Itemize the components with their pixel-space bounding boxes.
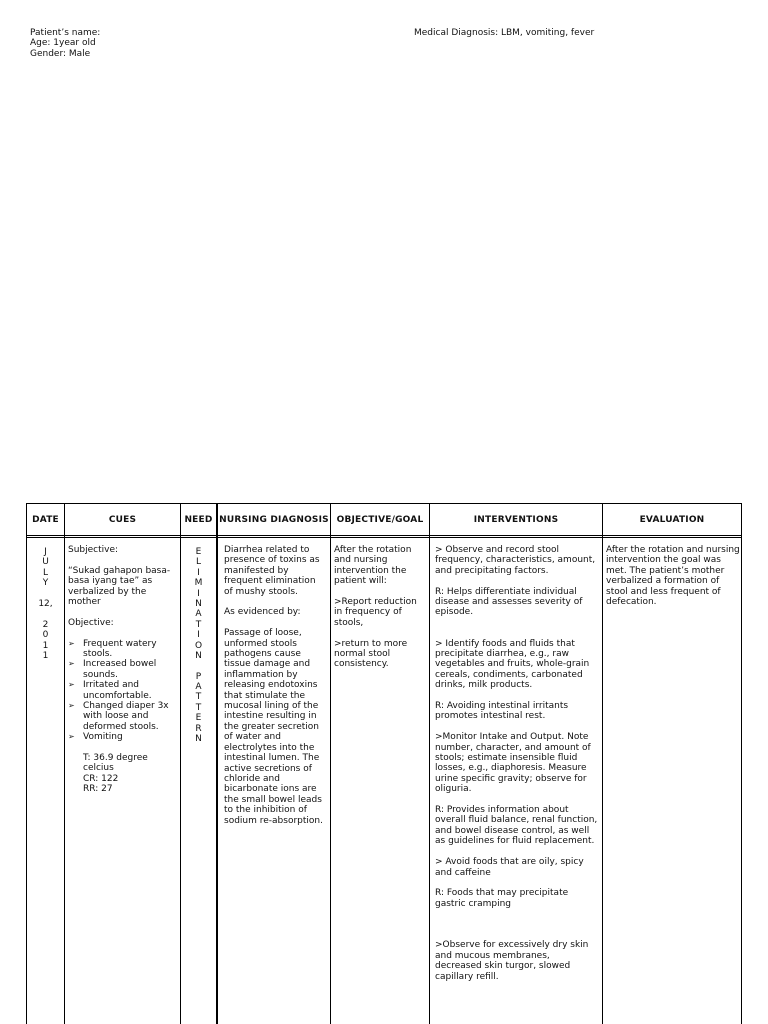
need-letter: N bbox=[195, 734, 202, 745]
list-item: ➢ Frequent watery stools. bbox=[68, 639, 176, 660]
list-item: ➢ Increased bowel sounds. bbox=[68, 659, 176, 680]
intervention: > Identify foods and fluids that precipitate diarrhea, e.g., raw vegetables and fruits, whole-grain cereals, condiments, carbonated drinks, milk products. bbox=[435, 638, 590, 691]
need-letter: T bbox=[195, 702, 202, 713]
list-item: ➢ Irritated and uncomfortable. bbox=[68, 680, 176, 701]
header-evaluation: EVALUATION bbox=[639, 514, 705, 525]
patient-name-label: Patient’s name: bbox=[30, 28, 101, 38]
need-letter: N bbox=[195, 650, 202, 661]
need-letter: T bbox=[195, 692, 202, 703]
col-divider bbox=[429, 504, 430, 1024]
date-letter: J bbox=[44, 547, 47, 557]
need-letter: E bbox=[195, 547, 202, 557]
patient-info bbox=[30, 28, 100, 59]
subjective-quote: “Sukad gahapon basa-basa iyang tae” as verbalized by the mother bbox=[68, 565, 171, 608]
need-letter: I bbox=[197, 630, 200, 641]
header-need: NEED bbox=[184, 514, 213, 525]
need-letter: R bbox=[195, 723, 202, 734]
header-rule bbox=[27, 537, 741, 538]
col-divider bbox=[216, 504, 218, 1024]
date-cell bbox=[27, 547, 64, 661]
need-letter: I bbox=[197, 588, 200, 599]
need-letter: M bbox=[194, 578, 203, 589]
intervention: >Observe for excessively dry skin and mucous membranes, decreased skin turgor, slowed capillary refill. bbox=[435, 940, 589, 982]
cues-cell bbox=[68, 545, 176, 795]
intervention: > Observe and record stool frequency, characteristics, amount, and precipitating factors. bbox=[435, 545, 596, 576]
date-year-digit: 2 bbox=[42, 619, 49, 630]
header-nursing-diagnosis: NURSING DIAGNOSIS bbox=[219, 514, 329, 525]
nursing-care-plan-table bbox=[26, 503, 742, 1024]
header-interventions: INTERVENTIONS bbox=[473, 514, 559, 525]
list-item: ➢ Vomiting bbox=[68, 732, 176, 742]
need-cell bbox=[181, 547, 216, 744]
nursing-diagnosis-cell bbox=[224, 545, 326, 836]
rationale: R: Foods that may precipitate gastric cramping bbox=[435, 888, 569, 909]
objective-label: Objective: bbox=[68, 617, 114, 628]
vital-temperature: T: 36.9 degree celcius bbox=[83, 753, 148, 774]
patient-age: Age: 1year old bbox=[30, 38, 96, 49]
need-letter: O bbox=[194, 640, 203, 651]
intervention: > Avoid foods that are oily, spicy and caffeine bbox=[435, 857, 584, 878]
subjective-label: Subjective: bbox=[68, 545, 119, 555]
header-rule bbox=[27, 535, 741, 536]
col-divider bbox=[64, 504, 65, 1024]
date-day: 12, bbox=[38, 598, 53, 609]
need-letter: P bbox=[195, 671, 202, 682]
vital-respiratory-rate: RR: 27 bbox=[83, 784, 113, 795]
evaluation-cell bbox=[606, 545, 740, 618]
need-letter: N bbox=[195, 598, 202, 609]
rationale: R: Avoiding intestinal irritants promotes intestinal rest. bbox=[435, 701, 569, 722]
col-divider bbox=[602, 504, 603, 1024]
intervention: >Monitor Intake and Output. Note number, character, and amount of stools; estimate insensible fluid losses, e.g., diaphoresis. Measure urine specific gravity; observe for oliguria. bbox=[435, 732, 591, 795]
objective-cell bbox=[334, 545, 422, 680]
date-year-digit: 1 bbox=[42, 650, 49, 661]
vital-signs bbox=[68, 753, 176, 795]
list-item: ➢ Changed diaper 3x with loose and deformed stools. bbox=[68, 701, 176, 732]
need-letter: E bbox=[195, 713, 202, 724]
evidence-label: As evidenced by: bbox=[224, 607, 301, 618]
date-letter: L bbox=[42, 567, 48, 578]
rationale: R: Helps differentiate individual disease and assesses severity of episode. bbox=[435, 586, 583, 618]
interventions-cell bbox=[435, 545, 598, 992]
header-cues: CUES bbox=[108, 514, 137, 525]
objective-goal: >return to more normal stool consistency. bbox=[334, 638, 408, 670]
need-letter: I bbox=[197, 567, 200, 578]
objective-intro: After the rotation and nursing intervention the patient will: bbox=[334, 545, 412, 587]
date-year-digit: 1 bbox=[42, 640, 49, 651]
need-letter: T bbox=[195, 619, 202, 630]
evaluation-text: After the rotation and nursing intervention the goal was met. The patient’s mother verbalized a formation of stool and less frequent of defecation. bbox=[606, 545, 740, 608]
rationale: R: Provides information about overall fluid balance, renal function, and bowel disease control, as well as guidelines for fluid replacement. bbox=[435, 805, 598, 847]
diagnosis-statement: Diarrhea related to presence of toxins as manifested by frequent elimination of mushy stools. bbox=[224, 545, 320, 597]
col-divider bbox=[330, 504, 331, 1024]
objective-goal: >Report reduction in frequency of stools, bbox=[334, 597, 417, 628]
medical-diagnosis: Medical Diagnosis: LBM, vomiting, fever bbox=[414, 28, 595, 38]
date-letter: Y bbox=[42, 578, 49, 589]
vital-cardiac-rate: CR: 122 bbox=[83, 773, 119, 784]
need-letter: A bbox=[195, 682, 202, 693]
date-year-digit: 0 bbox=[42, 630, 49, 641]
need-letter: A bbox=[195, 609, 202, 620]
patient-gender: Gender: Male bbox=[30, 48, 91, 59]
date-letter: U bbox=[42, 557, 49, 568]
diagnosis-rationale: Passage of loose, unformed stools pathogens cause tissue damage and inflammation by releasing endotoxins that stimulate the mucosal lining of the intestine resulting in the greater secretion of water and electrolytes into the intestinal lumen. The active secretions of chloride and bicarbonate ions are the small bowel leads to the inhibition of sodium re-absorption. bbox=[224, 628, 323, 826]
header-objective-goal: OBJECTIVE/GOAL bbox=[336, 514, 424, 525]
header-date: DATE bbox=[32, 514, 59, 525]
need-letter: L bbox=[195, 557, 201, 568]
objective-cues-list bbox=[68, 639, 176, 743]
